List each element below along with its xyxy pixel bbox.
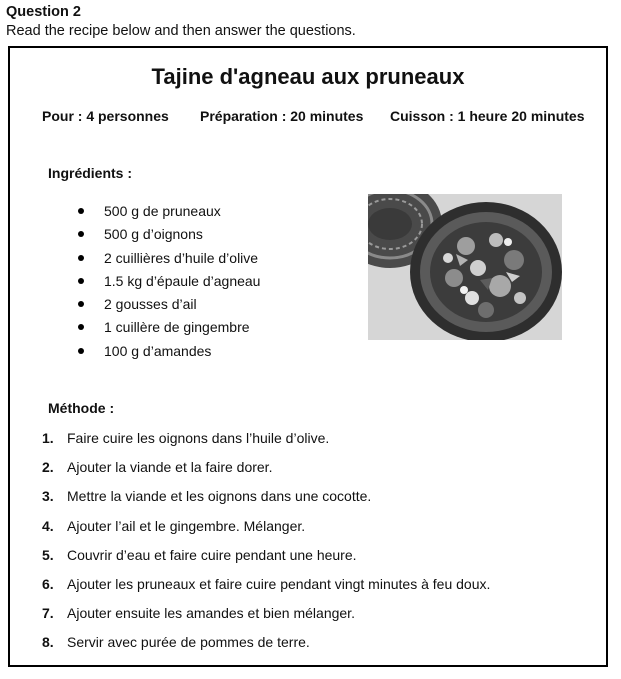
step-number: 5. xyxy=(42,546,54,563)
question-title: Question 2 xyxy=(6,4,81,20)
ingredient-item xyxy=(74,295,260,318)
ingredients-heading: Ingrédients : xyxy=(48,165,133,181)
step-text: Couvrir d’eau et faire cuire pendant une heure. xyxy=(67,546,357,563)
method-step xyxy=(42,604,490,633)
bullet-icon xyxy=(78,208,84,214)
step-number: 3. xyxy=(42,488,54,505)
ingredient-item xyxy=(74,225,260,248)
step-text: Servir avec purée de pommes de terre. xyxy=(67,634,310,651)
ingredient-text: 1 cuillère de gingembre xyxy=(104,319,250,336)
method-step xyxy=(42,517,490,546)
ingredient-item xyxy=(74,318,260,341)
ingredient-text: 2 cuillières d’huile d’olive xyxy=(104,249,259,266)
ingredient-text: 100 g d’amandes xyxy=(104,342,212,359)
method-step xyxy=(42,487,490,516)
tajine-photo xyxy=(368,194,562,340)
ingredient-item xyxy=(74,272,260,295)
method-step xyxy=(42,458,490,487)
step-number: 4. xyxy=(42,517,54,534)
step-text: Faire cuire les oignons dans l’huile d’olive. xyxy=(67,430,330,446)
step-number: 2. xyxy=(42,459,54,476)
preparation-time: Préparation : 20 minutes xyxy=(200,108,364,124)
method-step xyxy=(42,429,490,458)
bullet-icon xyxy=(78,324,84,330)
method-list xyxy=(42,429,490,663)
method-step xyxy=(42,546,490,575)
method-step xyxy=(42,575,490,604)
step-text: Ajouter l’ail et le gingembre. Mélanger. xyxy=(67,517,306,534)
ingredient-text: 2 gousses d’ail xyxy=(104,296,197,313)
bullet-icon xyxy=(78,231,84,237)
bullet-icon xyxy=(78,278,84,284)
recipe-title: Tajine d'agneau aux pruneaux xyxy=(151,64,465,89)
step-text: Ajouter la viande et la faire dorer. xyxy=(67,459,273,476)
question-instruction: Read the recipe below and then answer the questions. xyxy=(6,23,356,39)
step-text: Ajouter ensuite les amandes et bien mélanger. xyxy=(67,605,355,622)
step-number: 6. xyxy=(42,575,54,592)
step-number: 8. xyxy=(42,634,54,651)
ingredient-item xyxy=(74,202,260,225)
ingredient-text: 500 g de pruneaux xyxy=(104,203,221,219)
servings: Pour : 4 personnes xyxy=(42,108,169,124)
method-step xyxy=(42,633,490,662)
step-number: 7. xyxy=(42,605,54,622)
ingredient-item xyxy=(74,342,260,365)
ingredient-text: 1.5 kg d’épaule d’agneau xyxy=(104,272,261,289)
step-text: Ajouter les pruneaux et faire cuire pendant vingt minutes à feu doux. xyxy=(67,575,491,592)
method-heading: Méthode : xyxy=(48,400,115,416)
cooking-time: Cuisson : 1 heure 20 minutes xyxy=(390,108,585,124)
bullet-icon xyxy=(78,255,84,261)
ingredient-item xyxy=(74,249,260,272)
bullet-icon xyxy=(78,348,84,354)
step-number: 1. xyxy=(42,430,54,446)
step-text: Mettre la viande et les oignons dans une cocotte. xyxy=(67,488,372,505)
ingredient-text: 500 g d’oignons xyxy=(104,226,203,243)
recipe-box xyxy=(8,46,608,667)
bullet-icon xyxy=(78,301,84,307)
ingredients-list xyxy=(74,202,260,365)
